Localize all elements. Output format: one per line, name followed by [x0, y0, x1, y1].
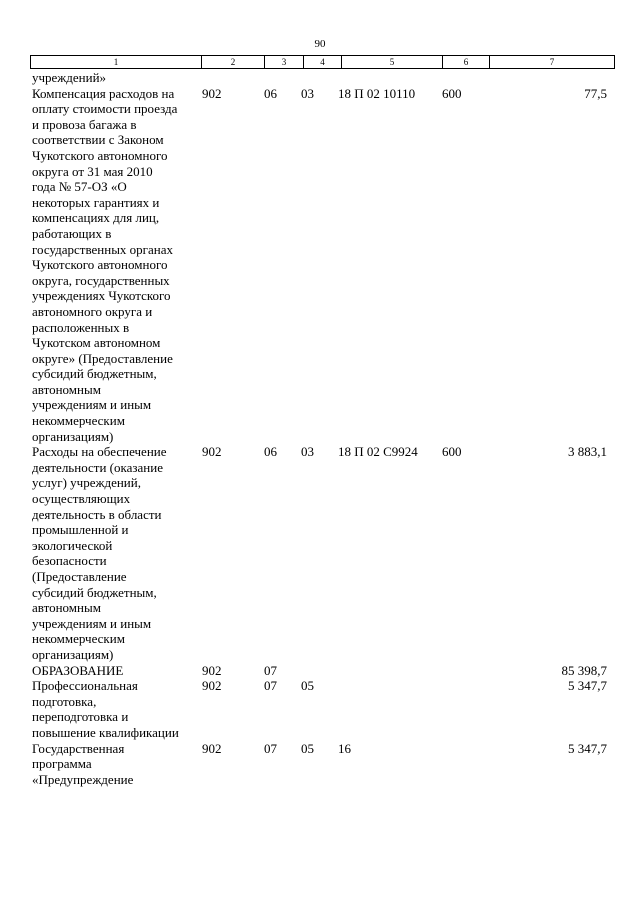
row-admin-code: 902	[202, 662, 222, 678]
row-admin-code: 902	[202, 740, 222, 756]
row-name: Профессиональная подготовка, переподготовка и повышение квалификации	[32, 678, 179, 740]
row-expense-type: 600	[442, 444, 462, 460]
column-header-2: 2	[202, 56, 265, 69]
row-admin-code: 902	[202, 85, 222, 101]
row-subsection: 03	[301, 85, 314, 101]
row-name: Государственная программа «Предупреждение	[32, 740, 134, 787]
column-header-6: 6	[443, 56, 490, 69]
row-section: 07	[264, 662, 277, 678]
page-number: 90	[314, 38, 326, 50]
row-name: Компенсация расходов на оплату стоимости проезда и провоза багажа в соответствии с Законом Чукотского автономного округа от 31 мая 2010 года № 57-ОЗ «О некоторых гарантиях и компенсациях для лиц, работающих в государственных органах Чукотского автономного округа, государственных учреждениях Чукотского автономного округа и расположенных в Чукотском автономном округе» (Предоставление субсидий бюджетным, автономным учреждениям и иным некоммерческим организациям)	[32, 85, 178, 444]
row-admin-code: 902	[202, 444, 222, 460]
row-expense-type: 600	[442, 85, 462, 101]
table-row	[32, 86, 607, 445]
row-subsection: 05	[301, 678, 314, 694]
column-header-5: 5	[342, 56, 443, 69]
row-target-item: 18 П 02 С9924	[338, 444, 418, 460]
row-section: 06	[264, 85, 277, 101]
budget-table-body	[32, 70, 607, 787]
row-subsection: 03	[301, 444, 314, 460]
table-row	[32, 663, 607, 679]
row-sum: 85 398,7	[561, 662, 607, 678]
row-target-item: 18 П 02 10110	[338, 85, 416, 101]
table-row	[32, 678, 607, 740]
row-section: 06	[264, 444, 277, 460]
row-sum: 5 347,7	[568, 740, 607, 756]
column-header-1: 1	[31, 56, 202, 69]
row-name: учреждений»	[32, 70, 107, 85]
row-sum: 3 883,1	[568, 444, 607, 460]
table-row	[32, 444, 607, 662]
row-section: 07	[264, 740, 277, 756]
table-row	[32, 70, 607, 86]
row-name: ОБРАЗОВАНИЕ	[32, 662, 124, 678]
row-target-item: 16	[338, 740, 351, 756]
row-sum: 77,5	[584, 85, 607, 101]
column-header-7: 7	[490, 56, 615, 69]
row-name: Расходы на обеспечение деятельности (оказание услуг) учреждений, осуществляющих деятельность в области промышленной и экологической безопасности (Предоставление субсидий бюджетным, автономным учреждениям и иным некоммерческим организациям)	[32, 444, 167, 662]
row-subsection: 05	[301, 740, 314, 756]
column-header-3: 3	[265, 56, 304, 69]
table-row	[32, 741, 607, 788]
row-section: 07	[264, 678, 277, 694]
column-header-4: 4	[304, 56, 342, 69]
column-number-header	[30, 55, 615, 69]
row-admin-code: 902	[202, 678, 222, 694]
row-sum: 5 347,7	[568, 678, 607, 694]
